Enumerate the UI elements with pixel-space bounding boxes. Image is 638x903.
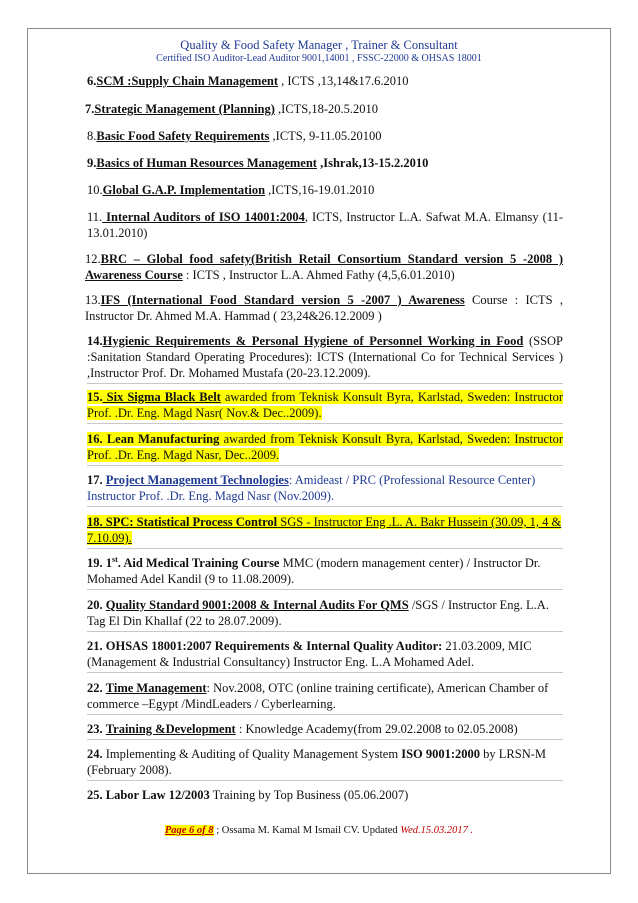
header-title: Quality & Food Safety Manager , Trainer & Consultant — [180, 38, 458, 52]
training-entry-10: 10.Global G.A.P. Implementation ,ICTS,16-19.01.2010 — [87, 183, 375, 197]
training-entry-11: 11. Internal Auditors of ISO 14001:2004, ICTS, Instructor L.A. Safwat M.A. Elmansy (11-13.01.2010) — [87, 210, 563, 240]
training-entry-20: 20. Quality Standard 9001:2008 & Internal Audits For QMS /SGS / Instructor Eng. L.A. Tag El Din Khallaf (22 to 28.07.2009). — [87, 597, 563, 632]
training-entry-8: 8.Basic Food Safety Requirements ,ICTS, 9-11.05.20100 — [87, 129, 382, 143]
training-entry-7: 7.Strategic Management (Planning) ,ICTS,18-20.5.2010 — [85, 102, 379, 116]
header-certifications: Certified ISO Auditor-Lead Auditor 9001,14001 , FSSC-22000 & OHSAS 18001 — [156, 53, 482, 64]
page-number: Page 6 of 8 — [164, 825, 214, 836]
training-entry-16: 16. Lean Manufacturing awarded from Teknisk Konsult Byra, Karlstad, Sweden: Instructor Prof. .Dr. Eng. Magd Nasr, Dec..2009. — [87, 431, 563, 466]
training-entry-23: 23. Training &Development : Knowledge Academy(from 29.02.2008 to 02.05.2008) — [87, 721, 563, 740]
training-entry-24: 24. Implementing & Auditing of Quality Management System ISO 9001:2000 by LRSN-M (February 2008). — [87, 746, 563, 781]
training-entry-21: 21. OHSAS 18001:2007 Requirements & Internal Quality Auditor: 21.03.2009, MIC (Management & Industrial Consultancy) Instructor Eng. L.A Mohamed Adel. — [87, 638, 563, 673]
training-entry-18: 18. SPC: Statistical Process Control SGS - Instructor Eng .L. A. Bakr Hussein (30.09, 1, 4 & 7.10.09). — [87, 514, 563, 549]
page-footer — [0, 825, 638, 836]
updated-date: Wed.15.03.2017 . — [400, 825, 474, 836]
training-entry-15: 15. Six Sigma Black Belt awarded from Teknisk Konsult Byra, Karlstad, Sweden: Instructor Prof. .Dr. Eng. Magd Nasr( Nov.& Dec..2009). — [87, 389, 563, 424]
training-entry-6: 6.SCM :Supply Chain Management , ICTS ,13,14&17.6.2010 — [87, 74, 409, 88]
training-entry-14: 14.Hygienic Requirements & Personal Hygiene of Personnel Working in Food (SSOP :Sanitation Standard Operating Procedures): ICTS (International Co for Technical Services ) ,Instructor Prof. Dr. Mohamed Mustafa (20-23.12.2009). — [87, 333, 563, 384]
training-entry-17: 17. Project Management Technologies: Amideast / PRC (Professional Resource Center) Instructor Prof. .Dr. Eng. Magd Nasr (Nov.2009). — [87, 472, 563, 507]
training-entry-25: 25. Labor Law 12/2003 Training by Top Business (05.06.2007) — [87, 788, 409, 802]
footer-text: ; Ossama M. Kamal M Ismail CV. Updated — [213, 825, 401, 836]
training-entry-19: 19. 1st. Aid Medical Training Course MMC (modern management center) / Instructor Dr. Mohamed Adel Kandil (9 to 11.08.2009). — [87, 555, 563, 590]
training-entry-12: 12.BRC – Global food safety(British Retail Consortium Standard version 5 -2008 ) Awareness Course : ICTS , Instructor L.A. Ahmed Fathy (4,5,6.01.2010) — [85, 252, 563, 282]
training-entry-13: 13.IFS (International Food Standard version 5 -2007 ) Awareness Course : ICTS , Instructor Dr. Ahmed M.A. Hammad ( 23,24&26.12.2009 ) — [85, 293, 563, 323]
training-entry-9: 9.Basics of Human Resources Management ,Ishrak,13-15.2.2010 — [87, 156, 429, 170]
training-entry-22: 22. Time Management: Nov.2008, OTC (online training certificate), American Chamber of commerce –Egypt /MindLeaders / Cyberlearning. — [87, 680, 563, 715]
